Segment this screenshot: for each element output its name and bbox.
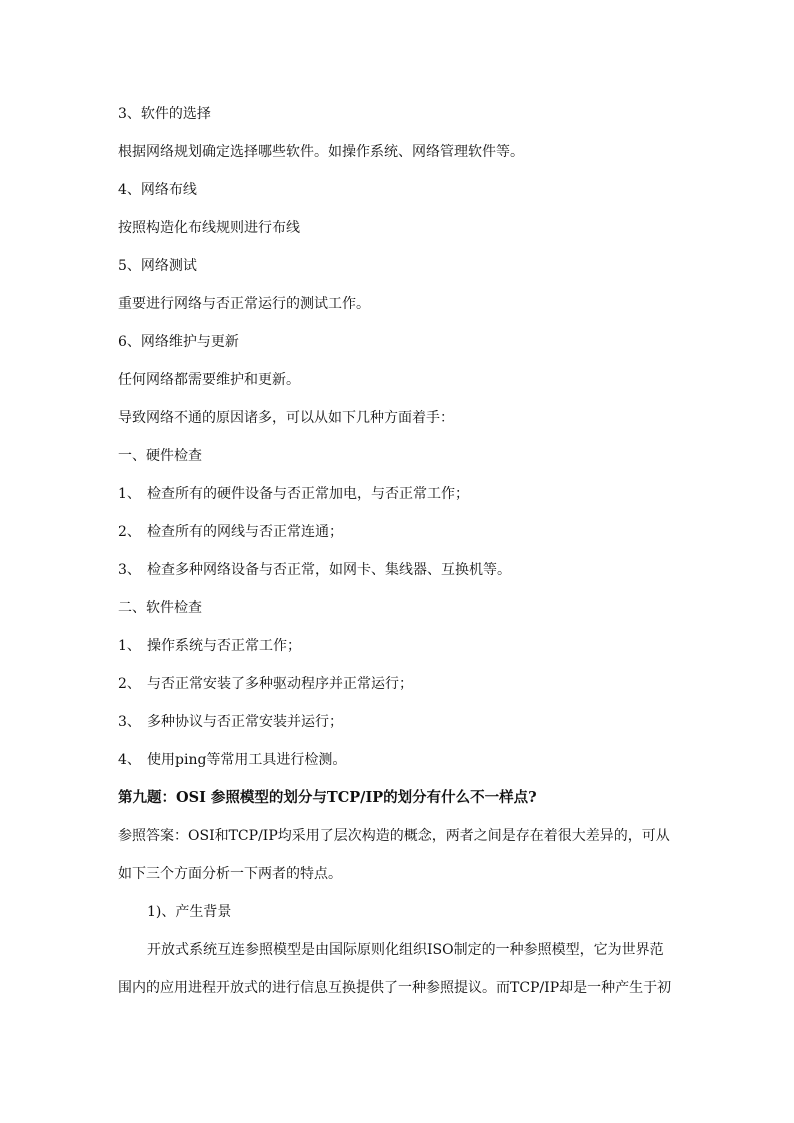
list-item [118, 484, 469, 504]
list-number: 2、 [118, 676, 141, 692]
subheading-background: 1)、产生背景 [147, 904, 232, 920]
heading-software-check: 二、软件检查 [118, 600, 202, 616]
list-number: 4、 [118, 752, 141, 768]
paragraph-software-selection: 根据网络规划确定选择哪些软件。如操作系统、网络管理软件等。 [118, 144, 524, 160]
list-item-text: 检查所有的网线与否正常连通； [147, 524, 343, 540]
list-item [118, 522, 343, 542]
heading-network-cabling: 4、网络布线 [118, 182, 197, 198]
list-item-text: 多种协议与否正常安装并运行； [147, 714, 343, 730]
paragraph-network-testing: 重要进行网络与否正常运行的测试工作。 [118, 296, 370, 312]
heading-network-maintenance: 6、网络维护与更新 [118, 334, 239, 350]
list-item-text: 操作系统与否正常工作； [147, 638, 301, 654]
list-number: 3、 [118, 714, 141, 730]
list-number: 3、 [118, 562, 141, 578]
list-item [118, 636, 301, 656]
list-item [118, 750, 346, 770]
heading-software-selection: 3、软件的选择 [118, 106, 211, 122]
list-item [118, 674, 413, 694]
list-item-text: 使用ping等常用工具进行检测。 [147, 752, 347, 768]
background-paragraph-line-2: 围内的应用进程开放式的进行信息互换提供了一种参照提议。而TCP/IP却是一种产生于初 [118, 980, 672, 996]
paragraph-network-cabling: 按照构造化布线规则进行布线 [118, 220, 300, 236]
answer-paragraph-line-2: 如下三个方面分析一下两者的特点。 [118, 866, 342, 882]
list-number: 2、 [118, 524, 141, 540]
list-item-text: 检查所有的硬件设备与否正常加电，与否正常工作； [147, 486, 469, 502]
list-number: 1、 [118, 486, 141, 502]
list-item-text: 检查多种网络设备与否正常，如网卡、集线器、互换机等。 [147, 562, 511, 578]
list-item-text: 与否正常安装了多种驱动程序并正常运行； [147, 676, 413, 692]
paragraph-troubleshooting-intro: 导致网络不通的原因诸多，可以从如下几种方面着手： [118, 410, 454, 426]
background-paragraph-line-1: 开放式系统互连参照模型是由国际原则化组织ISO制定的一种参照模型，它为世界范 [147, 942, 664, 958]
list-item [118, 560, 511, 580]
answer-paragraph-line-1: 参照答案：OSI和TCP/IP均采用了层次构造的概念，两者之间是存在着很大差异的，可从 [118, 828, 670, 844]
paragraph-network-maintenance: 任何网络都需要维护和更新。 [118, 372, 300, 388]
list-item [118, 712, 343, 732]
question-nine-title: 第九题：OSI 参照模型的划分与TCP/IP的划分有什么不一样点? [118, 789, 537, 806]
heading-network-testing: 5、网络测试 [118, 258, 197, 274]
list-number: 1、 [118, 638, 141, 654]
heading-hardware-check: 一、硬件检查 [118, 448, 202, 464]
